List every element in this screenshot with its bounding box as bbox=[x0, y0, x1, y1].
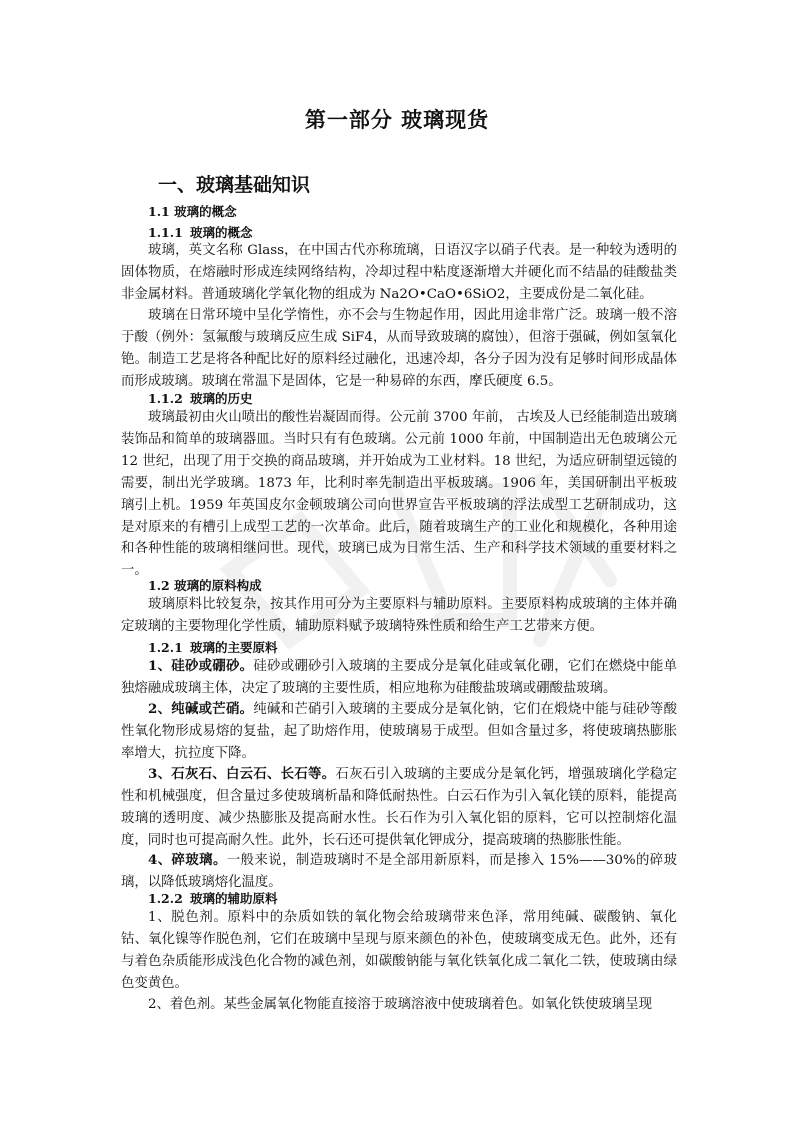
paragraph-glass-properties: 玻璃在日常环境中呈化学惰性，亦不会与生物起作用，因此用途非常广泛。玻璃一般不溶于酸（例外：氢氟酸与玻璃反应生成 SiF4，从而导致玻璃的腐蚀），但溶于强碱，例如氢氧化铯。制造工艺是将各种配比好的原料经过融化，迅速冷却，各分子因为没有足够时间形成晶体而形成玻璃。玻璃在常温下是固体，它是一种易碎的东西，摩氏硬度 6.5。 bbox=[121, 308, 677, 389]
item-lead: 4、碎玻璃。 bbox=[148, 852, 227, 868]
item-text: 石灰石引入玻璃的主要成分是氧化钙，增强玻璃化学稳定性和机械强度，但含量过多使玻璃析晶和降低耐热性。白云石作为引入氧化镁的原料，能提高玻璃的透明度、减少热膨胀及提高耐水性。长石作为引入氧化铝的原料，它可以控制熔化温度，同时也可提高耐久性。此外，长石还可提供氧化钾成分，提高玻璃的热膨胀性能。 bbox=[121, 767, 677, 848]
heading-1-1: 1.1 玻璃的概念 bbox=[148, 204, 237, 219]
item-text: 一般来说，制造玻璃时不是全部用新原料，而是掺入 15%——30%的碎玻璃，以降低玻璃熔化温度。 bbox=[121, 853, 678, 890]
heading-number: 1.1.2 bbox=[148, 391, 183, 406]
section-heading-basics: 一、玻璃基础知识 bbox=[158, 174, 311, 196]
paragraph-limestone bbox=[121, 764, 677, 852]
heading-text: 玻璃的历史 bbox=[190, 391, 253, 406]
item-text: 纯碱和芒硝引入玻璃的主要成分是氧化钠，它们在煅烧中能与硅砂等酸性氧化物形成易熔的复盐，起了助熔作用，使玻璃易于成型。但如含量过多，将使玻璃热膨胀率增大，抗拉度下降。 bbox=[121, 702, 677, 761]
paragraph-raw-materials: 玻璃原料比较复杂，按其作用可分为主要原料与辅助原料。主要原料构成玻璃的主体并确定玻璃的主要物理化学性质，辅助原料赋予玻璃特殊性质和给生产工艺带来方便。 bbox=[121, 597, 677, 634]
paragraph-colorant: 2、着色剂。某些金属氧化物能直接溶于玻璃溶液中使玻璃着色。如氧化铁使玻璃呈现 bbox=[148, 997, 652, 1012]
paragraph-glass-history: 玻璃最初由火山喷出的酸性岩凝固而得。公元前 3700 年前， 古埃及人已经能制造出玻璃装饰品和简单的玻璃器皿。当时只有有色玻璃。公元前 1000 年前，中国制造出无色玻璃公元 12 世纪，出现了用于交换的商品玻璃，并开始成为工业材料。18 世纪，为适应研制望远镜的需要，制出光学玻璃。1873 年，比利时率先制造出平板玻璃。1906 年，美国研制出平板玻璃引上机。1959 年英国皮尔金顿玻璃公司向世界宣告平板玻璃的浮法成型工艺研制成功，这是对原来的有槽引上成型工艺的一次革命。此后，随着玻璃生产的工业化和规模化，各种用途和各种性能的玻璃相继问世。现代，玻璃已成为日常生活、生产和科学技术领域的重要材料之一。 bbox=[121, 410, 677, 579]
paragraph-cullet bbox=[121, 850, 677, 894]
heading-1-2-2 bbox=[148, 890, 278, 908]
paragraph-soda-ash bbox=[121, 699, 677, 765]
paragraph-glass-definition: 玻璃，英文名称 Glass，在中国古代亦称琉璃，日语汉字以硝子代表。是一种较为透明的固体物质，在熔融时形成连续网络结构，冷却过程中粘度逐渐增大并硬化而不结晶的硅酸盐类非金属材料。普通玻璃化学氧化物的组成为 Na2O•CaO•6SiO2，主要成份是二氧化硅。 bbox=[121, 243, 677, 302]
heading-number: 1.2.2 bbox=[148, 891, 183, 906]
paragraph-decolorizer: 1、脱色剂。原料中的杂质如铁的氧化物会给玻璃带来色泽，常用纯碱、碳酸钠、氧化钴、氧化镍等作脱色剂，它们在玻璃中呈现与原来颜色的补色，使玻璃变成无色。此外，还有与着色杂质能形成浅色化合物的减色剂，如碳酸钠能与氧化铁氧化成二氧化二铁，使玻璃由绿色变黄色。 bbox=[121, 910, 677, 991]
page-title: 第一部分 玻璃现货 bbox=[304, 107, 490, 132]
heading-text: 玻璃的辅助原料 bbox=[190, 891, 278, 906]
heading-number: 1.1.1 bbox=[148, 225, 183, 240]
item-lead: 3、石灰石、白云石、长石等。 bbox=[148, 766, 336, 782]
item-lead: 1、硅砂或硼砂。 bbox=[148, 658, 254, 674]
item-lead: 2、纯碱或芒硝。 bbox=[148, 701, 254, 717]
item-text: 硅砂或硼砂引入玻璃的主要成分是氧化硅或氧化硼，它们在燃烧中能单独熔融成玻璃主体，决定了玻璃的主要性质，相应地称为硅酸盐玻璃或硼酸盐玻璃。 bbox=[121, 659, 677, 696]
heading-1-2: 1.2 玻璃的原料构成 bbox=[148, 578, 262, 593]
heading-1-2-1 bbox=[148, 639, 278, 657]
heading-text: 玻璃的主要原料 bbox=[190, 640, 278, 655]
heading-1-1-2 bbox=[148, 390, 253, 408]
heading-number: 1.2.1 bbox=[148, 640, 183, 655]
paragraph-silica-sand bbox=[121, 656, 677, 700]
heading-text: 玻璃的概念 bbox=[190, 225, 253, 240]
